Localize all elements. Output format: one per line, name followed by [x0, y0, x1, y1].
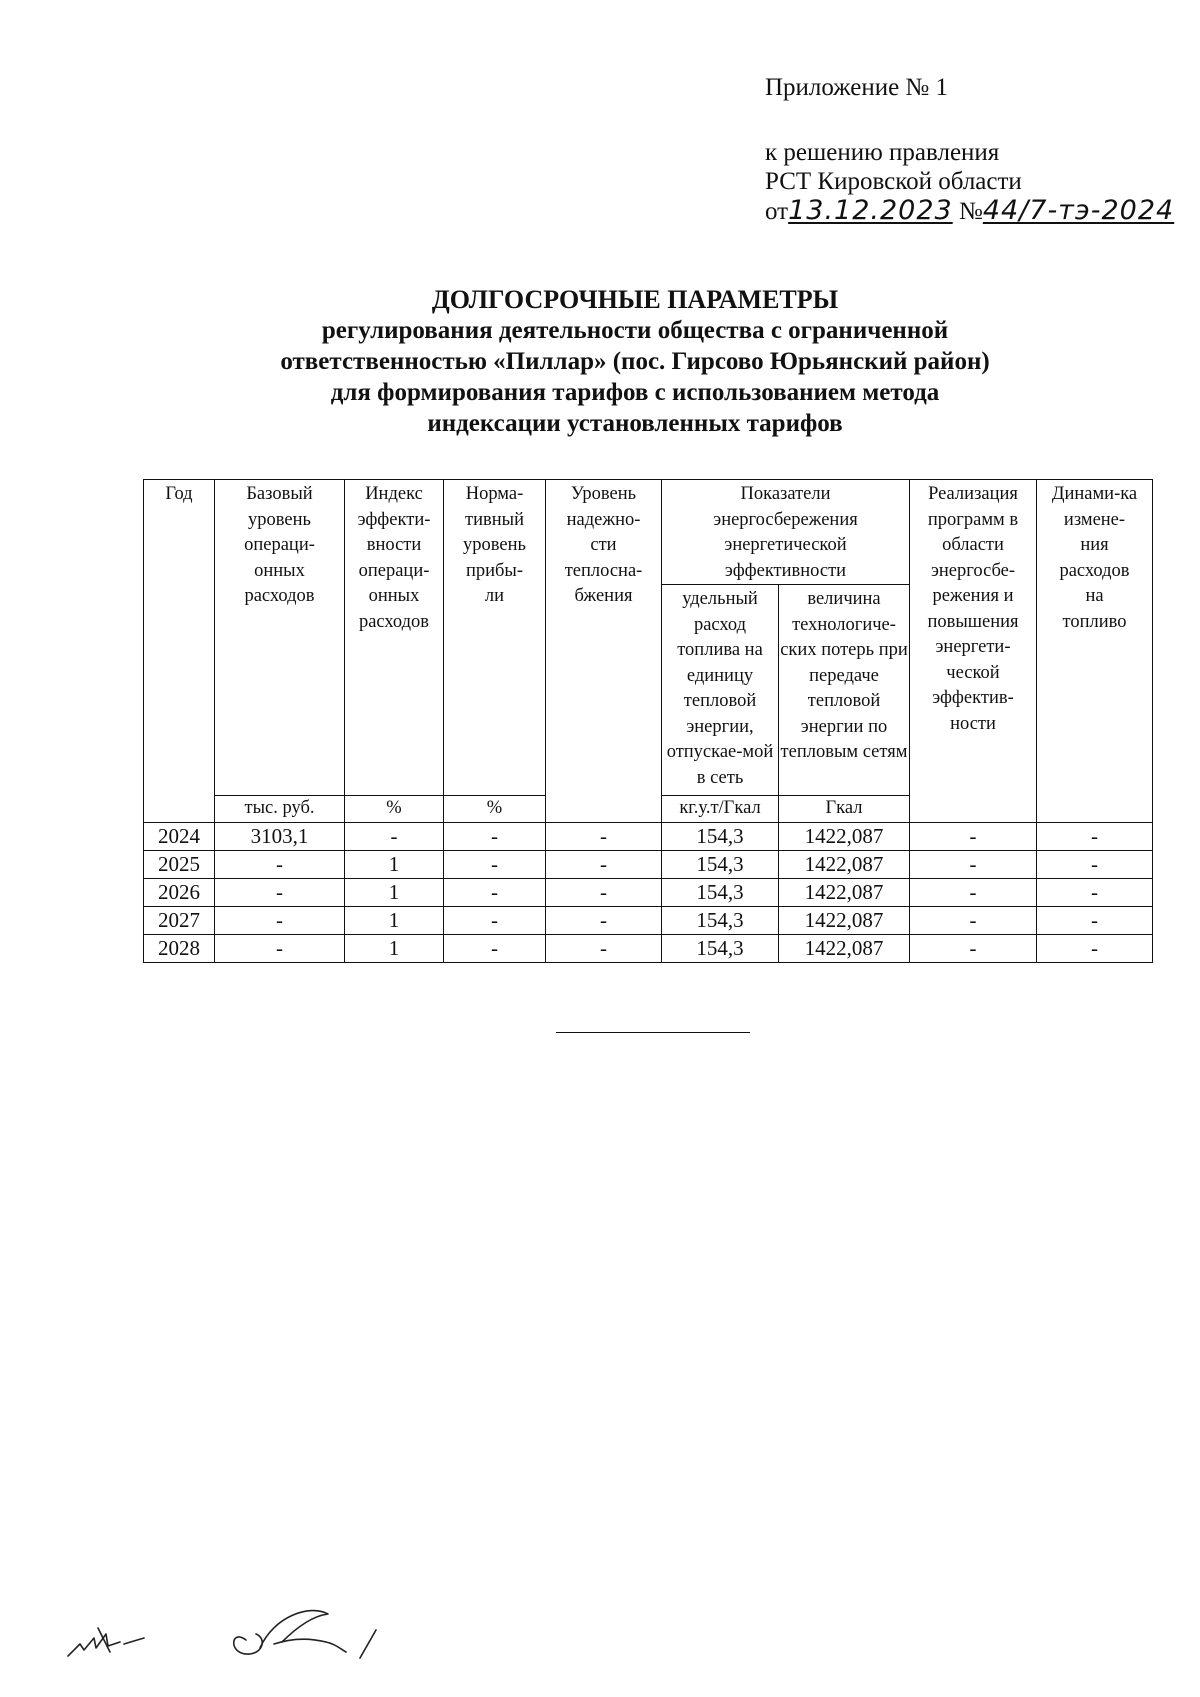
header-base-opex	[215, 480, 345, 796]
unit-base-opex: тыс. руб.	[215, 796, 345, 823]
cell-efficiency-index: 1	[345, 851, 444, 879]
end-divider	[556, 1032, 750, 1033]
cell-fuel-rate: 154,3	[662, 823, 779, 851]
header-reliability-text: Уровень надежно-сти теплосна-бжения	[564, 484, 643, 606]
header-programs-text: Реализация программ в области энергосбе-режения и повышения энергети-ческой эффектив-ности	[927, 484, 1019, 734]
cell-reliability: -	[546, 907, 662, 935]
cell-fuel-rate: 154,3	[662, 907, 779, 935]
cell-programs: -	[910, 935, 1037, 963]
table-row	[144, 823, 1153, 851]
decision-line-2: РСТ Кировской области	[765, 168, 1022, 195]
header-energy-saving-group	[662, 480, 910, 585]
title-line-4: для формирования тарифов с использованием метода	[330, 379, 940, 406]
cell-programs: -	[910, 907, 1037, 935]
cell-base-opex: -	[215, 935, 345, 963]
cell-reliability: -	[546, 851, 662, 879]
title-line-1: ДОЛГОСРОЧНЫЕ ПАРАМЕТРЫ	[431, 285, 839, 314]
cell-profit-level: -	[444, 879, 546, 907]
cell-base-opex: -	[215, 879, 345, 907]
cell-fuel-rate: 154,3	[662, 879, 779, 907]
cell-reliability: -	[546, 879, 662, 907]
cell-losses: 1422,087	[779, 823, 910, 851]
cell-year: 2025	[144, 851, 215, 879]
header-losses	[779, 585, 910, 796]
cell-efficiency-index: 1	[345, 935, 444, 963]
header-efficiency-index-text: Индекс эффекти-вности операци-онных расходов	[357, 484, 431, 632]
parameters-table	[143, 479, 1153, 963]
number-prefix: №	[958, 198, 983, 225]
handwritten-signature-icon	[60, 1598, 420, 1670]
header-efficiency-index	[345, 480, 444, 796]
cell-base-opex: -	[215, 907, 345, 935]
cell-programs: -	[910, 851, 1037, 879]
unit-profit-level: %	[444, 796, 546, 823]
title-line-3: ответственностью «Пиллар» (пос. Гирсово Юрьянский район)	[280, 348, 990, 375]
cell-losses: 1422,087	[779, 851, 910, 879]
unit-fuel-rate: кг.у.т/Гкал	[662, 796, 779, 823]
cell-reliability: -	[546, 823, 662, 851]
cell-year: 2027	[144, 907, 215, 935]
cell-reliability: -	[546, 935, 662, 963]
cell-profit-level: -	[444, 907, 546, 935]
appendix-label: Приложение № 1	[765, 74, 949, 101]
unit-losses: Гкал	[779, 796, 910, 823]
header-programs	[910, 480, 1037, 823]
cell-fuel-rate: 154,3	[662, 935, 779, 963]
cell-fuel-dynamics: -	[1037, 823, 1153, 851]
header-year: Год	[144, 480, 215, 823]
cell-fuel-dynamics: -	[1037, 879, 1153, 907]
date-prefix: от	[765, 198, 789, 225]
cell-base-opex: 3103,1	[215, 823, 345, 851]
cell-profit-level: -	[444, 823, 546, 851]
cell-profit-level: -	[444, 935, 546, 963]
table-row	[144, 851, 1153, 879]
decision-reference	[765, 138, 1174, 226]
header-row-1	[144, 480, 1153, 585]
unit-efficiency-index: %	[345, 796, 444, 823]
header-profit-level	[444, 480, 546, 796]
title-line-2: регулирования деятельности общества с ограниченной	[321, 317, 949, 344]
document-title	[130, 284, 1140, 439]
header-fuel-dynamics-text: Динами-ка измене-ния расходов на топливо	[1051, 484, 1138, 632]
table-body	[144, 823, 1153, 963]
cell-losses: 1422,087	[779, 879, 910, 907]
decision-number: 44/7-тэ-2024	[982, 195, 1175, 226]
cell-efficiency-index: 1	[345, 907, 444, 935]
cell-fuel-dynamics: -	[1037, 851, 1153, 879]
header-energy-saving-group-text: Показатели энергосбережения энергетической эффективности	[713, 484, 858, 581]
header-fuel-dynamics	[1037, 480, 1153, 823]
table-row	[144, 879, 1153, 907]
header-base-opex-text: Базовый уровень операци-онных расходов	[244, 484, 315, 606]
cell-efficiency-index: 1	[345, 879, 444, 907]
table-row	[144, 935, 1153, 963]
decision-line-1: к решению правления	[765, 139, 1000, 166]
header-fuel-rate-text: удельный расход топлива на единицу тепловой энергии, отпускае-мой в сеть	[666, 589, 774, 788]
cell-year: 2024	[144, 823, 215, 851]
cell-fuel-dynamics: -	[1037, 935, 1153, 963]
table-row	[144, 907, 1153, 935]
cell-fuel-dynamics: -	[1037, 907, 1153, 935]
cell-programs: -	[910, 823, 1037, 851]
cell-base-opex: -	[215, 851, 345, 879]
cell-losses: 1422,087	[779, 935, 910, 963]
cell-losses: 1422,087	[779, 907, 910, 935]
title-line-5: индексации установленных тарифов	[427, 410, 843, 437]
header-reliability	[546, 480, 662, 823]
cell-year: 2028	[144, 935, 215, 963]
cell-profit-level: -	[444, 851, 546, 879]
cell-year: 2026	[144, 879, 215, 907]
decision-date-number-line	[765, 196, 1174, 226]
header-fuel-rate	[662, 585, 779, 796]
decision-date: 13.12.2023	[788, 195, 953, 226]
header-losses-text: величина технологиче-ских потерь при передаче тепловой энергии по тепловым сетям	[780, 589, 908, 762]
cell-efficiency-index: -	[345, 823, 444, 851]
header-profit-level-text: Норма-тивный уровень прибы-ли	[463, 484, 526, 606]
cell-programs: -	[910, 879, 1037, 907]
cell-fuel-rate: 154,3	[662, 851, 779, 879]
